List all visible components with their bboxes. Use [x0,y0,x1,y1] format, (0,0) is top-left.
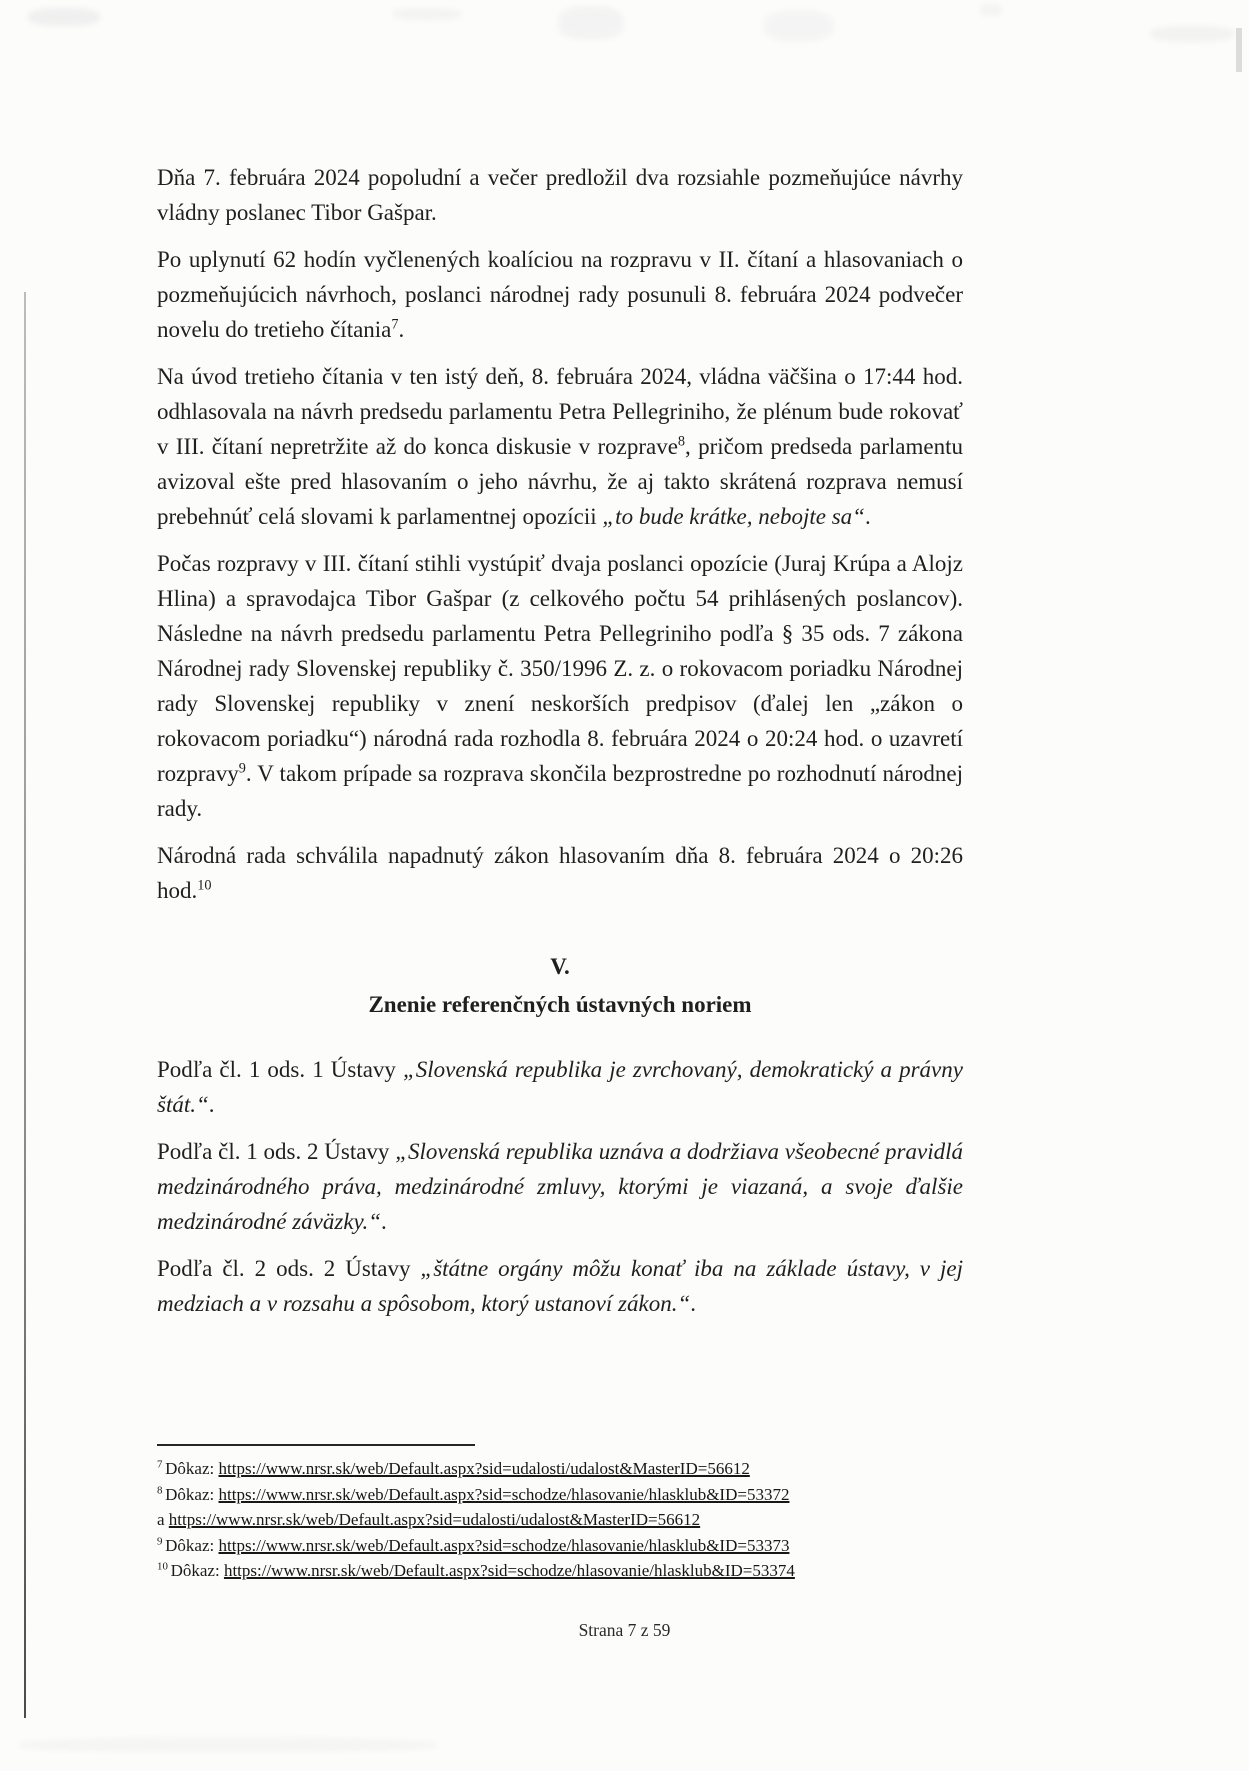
text-run: Dňa 7. februára 2024 popoludní a večer predložil dva rozsiahle pozmeňujúce návrhy vládny poslanec Tibor Gašpar. [157,165,963,225]
text-run: . [690,1291,696,1316]
footnote-reference: 7 [391,316,399,333]
text-run: , pričom predseda parlamentu avizoval ešte pred hlasovaním o jeho návrhu, že aj takto skrátená rozprava nemusí prebehnúť celá slovami k parlamentnej opozícii [157,434,964,529]
footnote-marker: 8 [157,1483,166,1496]
footnote-marker: 7 [157,1458,166,1471]
footnote-line [157,1482,1117,1508]
section-title: Znenie referenčných ústavných noriem [368,992,752,1017]
paragraph [157,546,963,826]
text-run: Na úvod tretieho čítania v ten istý deň, 8. februára 2024, vládna väčšina o 17:44 hod. odhlasovala na návrh predsedu parlamentu Petra Pellegriniho, že plénum bude rokovať v III. čítaní nepretržite až do konca diskusie v rozprave [157,364,963,459]
paragraph [157,1134,963,1239]
narrative-section [157,160,963,908]
scan-artifact-smudge [18,1738,438,1752]
footnote-link[interactable]: https://www.nrsr.sk/web/Default.aspx?sid=udalosti/udalost&MasterID=56612 [218,1459,750,1478]
text-run: Podľa čl. 1 ods. 1 Ústavy [157,1057,403,1082]
text-run: . [398,317,405,342]
section-number: V. [550,954,570,979]
footnotes-block [157,1444,1117,1584]
paragraph [157,160,963,230]
footnote-prefix: Dôkaz: [165,1484,219,1504]
footnote-line [157,1507,1117,1533]
text-run: „to bude krátke, nebojte sa“ [602,504,865,529]
footnote-reference: 10 [197,877,212,894]
text-run: . [381,1209,387,1234]
text-run: „Slovenská republika uznáva a dodržiava všeobecné pravidlá medzinárodného práva, medzinárodné zmluvy, ktorými je viazaná, a svoje ďalšie medzinárodné záväzky.“ [157,1139,963,1234]
footnote-line [157,1558,1117,1584]
footnote-link[interactable]: https://www.nrsr.sk/web/Default.aspx?sid=schodze/hlasovanie/hlasklub&ID=53373 [218,1535,790,1555]
page-number-label: Strana 7 z 59 [578,1620,671,1640]
text-run: Podľa čl. 1 ods. 2 Ústavy [157,1139,396,1164]
footnote-marker: 9 [157,1534,166,1547]
scan-artifact-smudge [1150,26,1234,42]
footnote-separator [157,1444,475,1446]
footnote-prefix: Dôkaz: [170,1561,224,1580]
scan-artifact-smudge [980,4,1002,16]
text-run: . [208,1092,215,1117]
footnote-prefix: Dôkaz: [165,1535,219,1555]
scan-artifact-smudge [1236,28,1242,72]
text-run: „štátne orgány môžu konať iba na základe ústavy, v jej medziach a v rozsahu a spôsobom, ktorý ustanoví zákon.“ [157,1256,963,1316]
text-run: Počas rozpravy v III. čítaní stihli vystúpiť dvaja poslanci opozície (Juraj Krúpa a Alojz Hlina) a spravodajca Tibor Gašpar (z celkového počtu 54 prihlásených poslancov). Následne na návrh predsedu parlamentu Petra Pellegriniho podľa § 35 ods. 7 zákona Národnej rady Slovenskej republiky č. 350/1996 Z. z. o rokovacom poriadku Národnej rady Slovenskej republiky v znení neskorších predpisov (ďalej len „zákon o rokovacom poriadku“) národná rada rozhodla 8. februára 2024 o 20:24 hod. o uzavretí rozpravy [157,551,963,786]
section-heading [157,950,963,1022]
scan-artifact-left-line [24,292,26,1718]
paragraph [157,1251,963,1321]
scan-artifact-smudge [28,8,100,26]
scan-artifact-smudge [558,6,624,40]
footnote-reference: 9 [238,760,246,777]
text-run: Podľa čl. 2 ods. 2 Ústavy [157,1256,421,1281]
footnote-line [157,1456,1117,1482]
paragraph [157,1052,963,1122]
footnote-link[interactable]: https://www.nrsr.sk/web/Default.aspx?sid=schodze/hlasovanie/hlasklub&ID=53374 [223,1561,795,1580]
document-body [157,160,963,1333]
text-run: Po uplynutí 62 hodín vyčlenených koalíciou na rozpravu v II. čítaní a hlasovaniach o pozmeňujúcich návrhoch, poslanci národnej rady posunuli 8. februára 2024 podvečer novelu do tretieho čítania [157,247,963,342]
paragraph [157,242,963,347]
footnote-link[interactable]: https://www.nrsr.sk/web/Default.aspx?sid=schodze/hlasovanie/hlasklub&ID=53372 [218,1484,790,1504]
footnote-lines [157,1456,1117,1584]
text-run: . [864,504,871,529]
constitution-section [157,1052,963,1321]
page-footer [0,1620,1249,1641]
scan-artifact-smudge [392,8,462,20]
paragraph [157,838,963,908]
footnote-prefix: a [157,1510,169,1529]
footnote-marker: 10 [157,1560,171,1573]
footnote-line [157,1533,1117,1559]
footnote-prefix: Dôkaz: [165,1459,219,1478]
footnote-reference: 8 [677,433,686,450]
text-run: . V takom prípade sa rozprava skončila bezprostredne po rozhodnutí národnej rady. [157,761,963,821]
scan-artifact-smudge [764,10,834,42]
paragraph [157,359,963,534]
text-run: „Slovenská republika je zvrchovaný, demokratický a právny štát.“ [157,1057,963,1117]
text-run: Národná rada schválila napadnutý zákon hlasovaním dňa 8. februára 2024 o 20:26 hod. [157,843,963,903]
footnote-link[interactable]: https://www.nrsr.sk/web/Default.aspx?sid=udalosti/udalost&MasterID=56612 [168,1510,701,1529]
